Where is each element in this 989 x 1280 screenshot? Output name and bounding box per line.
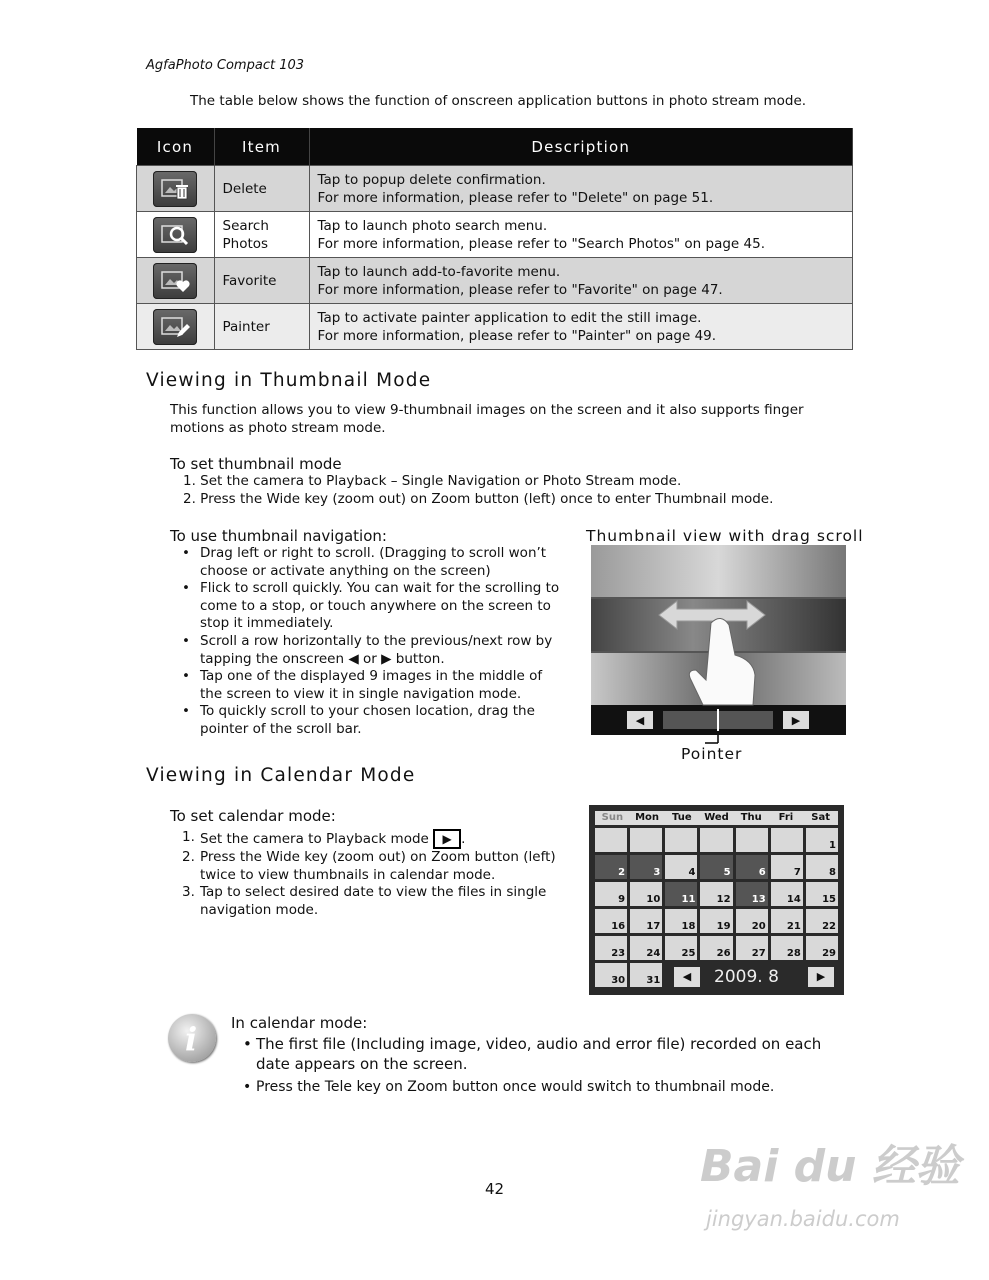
calendar-month-label: 2009. 8 xyxy=(714,967,779,987)
calendar-day-cell[interactable]: 29 xyxy=(806,936,838,960)
delete-icon xyxy=(153,171,197,207)
list-item: • Scroll a row horizontally to the previous/next row by tapping the onscreen ◀ or ▶ button. xyxy=(182,632,553,667)
list-item: • Tap one of the displayed 9 images in the middle of the screen to view it in single navigation mode. xyxy=(182,668,543,702)
watermark-url: jingyan.baidu.com xyxy=(706,1207,900,1231)
calendar-day-cell[interactable]: 8 xyxy=(806,855,838,879)
page-number: 42 xyxy=(485,1180,505,1198)
calendar-day-cell[interactable]: 12 xyxy=(700,882,732,906)
list-item: 2. Press the Wide key (zoom out) on Zoom button (left) once to enter Thumbnail mode. xyxy=(183,490,774,507)
table-row xyxy=(137,166,853,212)
table-row xyxy=(137,258,853,304)
info-icon: i xyxy=(168,1014,216,1062)
calendar-day-cell[interactable] xyxy=(665,828,697,852)
calendar-prev-month-button[interactable]: ◀ xyxy=(674,967,700,987)
function-table xyxy=(136,128,853,350)
thumbnail-nav-bullets xyxy=(182,545,565,739)
table-header-row xyxy=(137,128,853,166)
weekday-label: Sun xyxy=(601,812,624,823)
running-header: AgfaPhoto Compact 103 xyxy=(146,58,305,73)
calendar-day-cell[interactable]: 27 xyxy=(736,936,768,960)
thumbnail-section-title: Viewing in Thumbnail Mode xyxy=(146,370,432,391)
calendar-day-cell[interactable]: 20 xyxy=(736,909,768,933)
pointer-label: Pointer xyxy=(681,745,743,763)
svg-text:◀: ◀ xyxy=(635,714,645,727)
calendar-next-month-button[interactable]: ▶ xyxy=(808,967,834,987)
heart-icon xyxy=(153,263,197,299)
list-item: • Drag left or right to scroll. (Dragging to scroll won’t choose or activate anything on the screen) xyxy=(182,545,547,579)
pencil-icon xyxy=(153,309,197,345)
calendar-grid xyxy=(595,828,838,987)
weekday-label: Mon xyxy=(635,812,660,823)
calendar-day-cell[interactable] xyxy=(771,828,803,852)
calendar-day-cell[interactable]: 14 xyxy=(771,882,803,906)
thumbnail-caption: Thumbnail view with drag scroll xyxy=(586,527,864,545)
calendar-screenshot xyxy=(589,805,844,995)
list-item: 2. Press the Wide key (zoom out) on Zoom button (left) twice to view thumbnails in calendar mode. xyxy=(182,849,556,883)
calendar-day-cell[interactable]: 3 xyxy=(630,855,662,879)
calendar-day-cell[interactable]: 31 xyxy=(630,963,662,987)
calendar-day-cell[interactable]: 11 xyxy=(665,882,697,906)
table-row xyxy=(137,212,853,258)
set-thumbnail-steps xyxy=(183,473,840,508)
calendar-day-cell[interactable]: 21 xyxy=(771,909,803,933)
calendar-section-title: Viewing in Calendar Mode xyxy=(146,765,416,786)
item-search-photos: Search Photos xyxy=(214,212,309,258)
left-arrow-icon: ◀ xyxy=(348,650,359,667)
list-item: • Flick to scroll quickly. You can wait for the scrolling to come to a stop, or touch anywhere on the screen to stop it immediately. xyxy=(182,580,560,632)
weekday-label: Sat xyxy=(811,812,831,823)
header-icon: Icon xyxy=(137,128,215,166)
header-item: Item xyxy=(214,128,309,166)
table-row xyxy=(137,304,853,350)
calendar-day-cell[interactable]: 4 xyxy=(665,855,697,879)
calendar-day-cell[interactable]: 16 xyxy=(595,909,627,933)
calendar-day-cell[interactable]: 13 xyxy=(736,882,768,906)
calendar-day-cell[interactable]: 18 xyxy=(665,909,697,933)
thumbnail-screenshot xyxy=(591,545,846,735)
pointer-leader-line xyxy=(700,735,720,745)
use-thumbnail-heading: To use thumbnail navigation: xyxy=(170,527,387,545)
right-arrow-icon: ▶ xyxy=(381,650,392,667)
calendar-day-cell[interactable]: 17 xyxy=(630,909,662,933)
calendar-day-cell[interactable]: 25 xyxy=(665,936,697,960)
calendar-day-cell[interactable]: 5 xyxy=(700,855,732,879)
list-item: 1. Set the camera to Playback – Single Navigation or Photo Stream mode. xyxy=(183,473,682,489)
calendar-day-cell[interactable] xyxy=(595,828,627,852)
list-item: • To quickly scroll to your chosen location, drag the pointer of the scroll bar. xyxy=(182,703,535,737)
set-calendar-steps xyxy=(182,829,565,919)
item-favorite: Favorite xyxy=(214,258,309,304)
list-item: 3. Tap to select desired date to view the files in single navigation mode. xyxy=(182,884,547,918)
calendar-day-cell[interactable]: 2 xyxy=(595,855,627,879)
svg-text:▶: ▶ xyxy=(791,714,801,727)
weekday-label: Wed xyxy=(704,812,729,823)
weekday-label: Tue xyxy=(671,812,692,823)
thumbnail-section-intro: This function allows you to view 9-thumbnail images on the screen and it also supports finger motions as photo stream mode. xyxy=(170,402,804,436)
list-item: • Press the Tele key on Zoom button once would switch to thumbnail mode. xyxy=(243,1079,775,1095)
note-list xyxy=(243,1034,846,1097)
search-icon xyxy=(153,217,197,253)
calendar-day-cell[interactable] xyxy=(630,828,662,852)
item-painter: Painter xyxy=(214,304,309,350)
intro-text: The table below shows the function of onscreen application buttons in photo stream mode. xyxy=(190,93,807,109)
calendar-day-cell[interactable]: 6 xyxy=(736,855,768,879)
description-delete: Tap to popup delete confirmation. For more information, please refer to "Delete" on page 51. xyxy=(309,166,853,212)
calendar-day-cell[interactable] xyxy=(700,828,732,852)
weekday-label: Thu xyxy=(740,812,762,823)
set-thumbnail-heading: To set thumbnail mode xyxy=(170,455,342,473)
weekday-label: Fri xyxy=(778,812,794,823)
calendar-day-cell[interactable]: 28 xyxy=(771,936,803,960)
calendar-day-cell[interactable]: 26 xyxy=(700,936,732,960)
calendar-weekday-header xyxy=(595,811,838,825)
note-title: In calendar mode: xyxy=(231,1014,368,1032)
calendar-day-cell[interactable] xyxy=(736,828,768,852)
list-item: • The first file (Including image, video, audio and error file) recorded on each date appears on the screen. xyxy=(243,1035,822,1073)
calendar-day-cell[interactable]: 7 xyxy=(771,855,803,879)
calendar-day-cell[interactable]: 23 xyxy=(595,936,627,960)
calendar-day-cell[interactable]: 1 xyxy=(806,828,838,852)
calendar-day-cell[interactable]: 15 xyxy=(806,882,838,906)
calendar-day-cell[interactable]: 24 xyxy=(630,936,662,960)
description-search-photos: Tap to launch photo search menu. For more information, please refer to "Search Photos" on page 45. xyxy=(309,212,853,258)
calendar-day-cell[interactable]: 10 xyxy=(630,882,662,906)
calendar-day-cell[interactable]: 19 xyxy=(700,909,732,933)
calendar-footer xyxy=(674,967,836,989)
header-description: Description xyxy=(309,128,853,166)
playback-icon: ▶ xyxy=(433,829,461,849)
calendar-day-cell[interactable]: 22 xyxy=(806,909,838,933)
description-painter: Tap to activate painter application to edit the still image. For more information, please refer to "Painter" on page 49. xyxy=(309,304,853,350)
calendar-day-cell[interactable]: 30 xyxy=(595,963,627,987)
description-favorite: Tap to launch add-to-favorite menu. For more information, please refer to "Favorite" on page 47. xyxy=(309,258,853,304)
calendar-day-cell[interactable]: 9 xyxy=(595,882,627,906)
list-item: 1. Set the camera to Playback mode ▶ . xyxy=(182,829,466,847)
watermark-logo: Bai du 经验 xyxy=(700,1141,960,1192)
item-delete: Delete xyxy=(214,166,309,212)
set-calendar-heading: To set calendar mode: xyxy=(170,807,336,825)
